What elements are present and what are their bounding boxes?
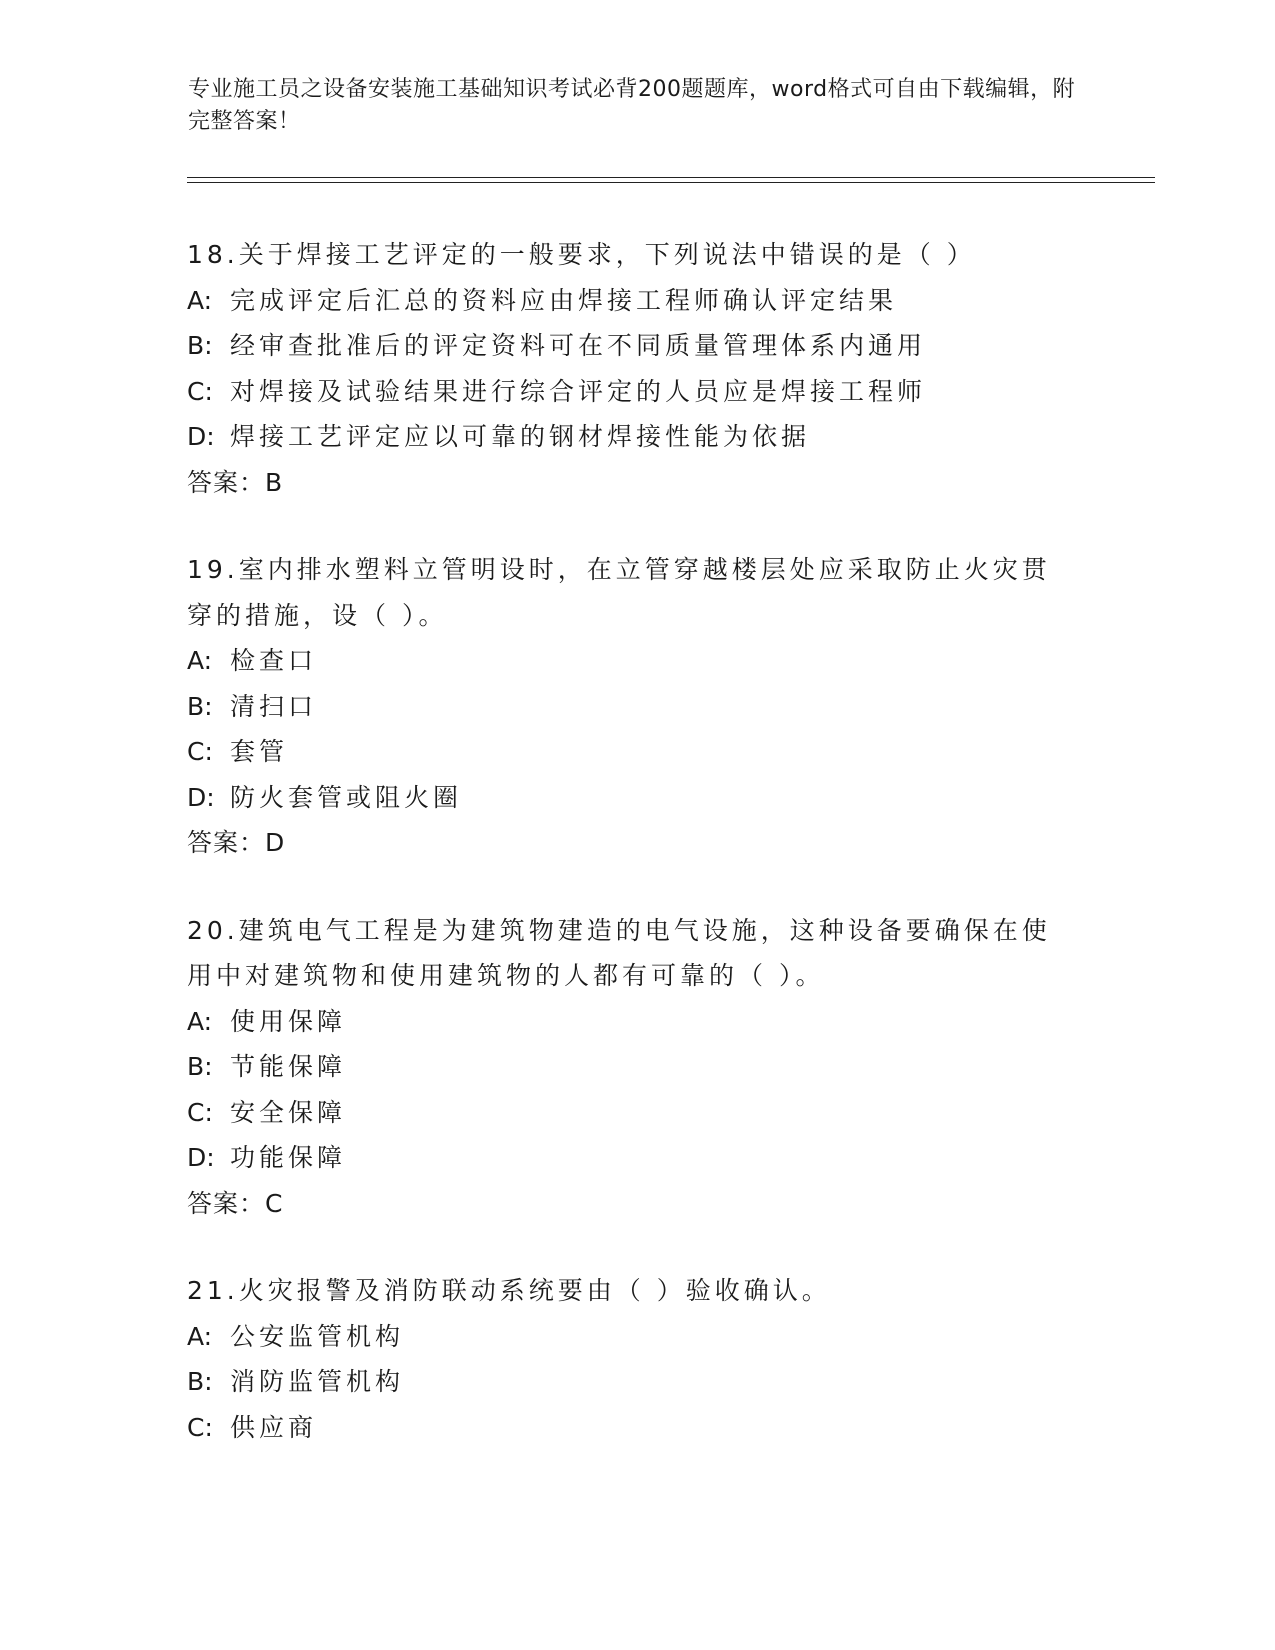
answer: [187, 1181, 1087, 1227]
option-letter: A:: [187, 1006, 213, 1036]
question-list: [187, 232, 1087, 1492]
question-18: [187, 232, 1087, 505]
option-text: 焊接工艺评定应以可靠的钢材焊接性能为依据: [230, 422, 811, 451]
answer-value: C: [265, 1188, 284, 1218]
answer-label: 答案：: [187, 1188, 266, 1218]
question-20: [187, 908, 1087, 1227]
option-text: 使用保障: [230, 1006, 347, 1036]
option-letter: D:: [187, 1143, 215, 1172]
option-d: [187, 414, 1087, 460]
option-text: 供应商: [230, 1412, 318, 1442]
question-19: [187, 547, 1087, 866]
option-letter: C:: [187, 376, 213, 406]
option-letter: D:: [187, 782, 215, 812]
option-d: [187, 775, 1087, 821]
answer-value: D: [265, 828, 286, 857]
option-b: [187, 1359, 1087, 1405]
option-a: [187, 638, 1087, 684]
option-letter: C:: [187, 1412, 213, 1442]
header-divider-top: [187, 177, 1155, 178]
option-c: [187, 369, 1087, 415]
option-text: 清扫口: [230, 691, 318, 721]
option-text: 经审查批准后的评定资料可在不同质量管理体系内通用: [230, 331, 927, 360]
option-letter: A:: [187, 1321, 213, 1351]
option-c: [187, 729, 1087, 775]
option-text: 完成评定后汇总的资料应由焊接工程师确认评定结果: [230, 285, 898, 315]
option-text: 对焊接及试验结果进行综合评定的人员应是焊接工程师: [230, 376, 927, 406]
question-21: [187, 1268, 1087, 1450]
option-letter: B:: [187, 331, 213, 360]
option-a: [187, 999, 1087, 1045]
option-text: 防火套管或阻火圈: [230, 782, 463, 812]
option-letter: A:: [187, 285, 213, 315]
option-letter: B:: [187, 1367, 213, 1396]
answer: [187, 460, 1087, 506]
question-text: 19.室内排水塑料立管明设时，在立管穿越楼层处应采取防止火灾贯穿的措施，设（ ）。: [187, 555, 1051, 630]
answer: [187, 820, 1087, 866]
option-text: 消防监管机构: [230, 1367, 405, 1396]
option-a: [187, 1314, 1087, 1360]
option-c: [187, 1405, 1087, 1451]
option-letter: C:: [187, 1097, 213, 1127]
option-letter: A:: [187, 646, 213, 675]
option-letter: B:: [187, 1052, 213, 1081]
option-letter: C:: [187, 737, 213, 766]
answer-label: 答案：: [187, 467, 266, 497]
option-letter: D:: [187, 422, 215, 451]
document-header: [188, 74, 1088, 138]
answer-label: 答案：: [187, 828, 266, 857]
option-b: [187, 323, 1087, 369]
option-letter: B:: [187, 691, 213, 721]
answer-value: B: [265, 467, 284, 497]
header-title: 专业施工员之设备安装施工基础知识考试必背200题题库，word格式可自由下载编辑，附完整答案！: [188, 77, 1076, 134]
header-divider-bottom: [187, 182, 1155, 183]
question-text: 20.建筑电气工程是为建筑物建造的电气设施，这种设备要确保在使用中对建筑物和使用建筑物的人都有可靠的（ ）。: [187, 915, 1051, 990]
option-a: [187, 278, 1087, 324]
option-c: [187, 1090, 1087, 1136]
option-text: 功能保障: [230, 1143, 347, 1172]
option-text: 检查口: [230, 646, 318, 675]
question-text: 18.关于焊接工艺评定的一般要求，下列说法中错误的是（ ）: [187, 240, 976, 269]
option-text: 节能保障: [230, 1052, 347, 1081]
option-text: 套管: [230, 737, 289, 766]
option-b: [187, 684, 1087, 730]
question-text: 21.火灾报警及消防联动系统要由（ ）验收确认。: [187, 1276, 831, 1305]
option-text: 安全保障: [230, 1097, 347, 1127]
option-d: [187, 1135, 1087, 1181]
option-text: 公安监管机构: [230, 1321, 405, 1351]
option-b: [187, 1044, 1087, 1090]
